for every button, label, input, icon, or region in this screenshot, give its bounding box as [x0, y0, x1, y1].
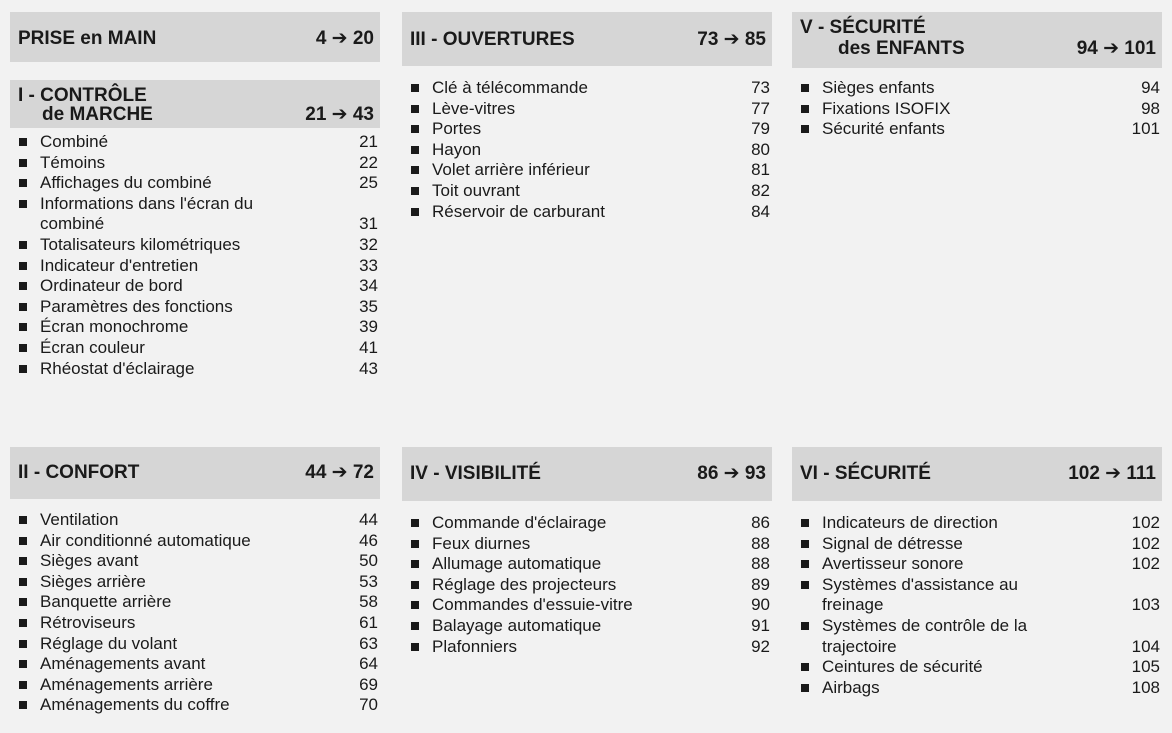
toc-item-page: 77 — [751, 98, 770, 118]
toc-item[interactable] — [10, 359, 380, 380]
toc-item-page: 92 — [751, 636, 770, 656]
toc-item-label: Aménagements avant — [40, 654, 206, 674]
bullet-icon — [411, 105, 419, 113]
toc-item-label: Écran monochrome — [40, 317, 189, 337]
toc-item-page: 88 — [751, 554, 770, 574]
toc-item[interactable] — [792, 119, 1162, 140]
bullet-icon — [801, 540, 809, 548]
toc-item[interactable] — [10, 675, 380, 696]
bullet-icon — [19, 598, 27, 606]
toc-item-label: Totalisateurs kilométriques — [40, 234, 241, 254]
bullet-icon — [19, 159, 27, 167]
toc-item-page: 63 — [359, 633, 378, 653]
toc-item[interactable] — [402, 575, 772, 596]
bullet-icon — [19, 681, 27, 689]
toc-item-page: 39 — [359, 317, 378, 337]
section-header-confort[interactable] — [10, 447, 380, 499]
toc-item-page: 46 — [359, 530, 378, 550]
toc-item-page: 90 — [751, 595, 770, 615]
toc-item-label: Témoins — [40, 152, 106, 172]
toc-item[interactable] — [402, 202, 772, 223]
toc-list-securite — [792, 513, 1162, 698]
toc-item-page: 105 — [1131, 657, 1160, 677]
toc-item-label: Allumage automatique — [432, 554, 602, 574]
toc-item-page: 108 — [1131, 677, 1160, 697]
bullet-icon — [411, 187, 419, 195]
section-page-range: 44 ➔ 72 — [305, 462, 374, 483]
toc-item-page: 25 — [359, 173, 378, 193]
bullet-icon — [411, 581, 419, 589]
toc-item-page: 101 — [1131, 119, 1160, 139]
section-header-visibilite[interactable] — [402, 447, 772, 501]
toc-item[interactable] — [10, 510, 380, 531]
toc-item-page: 86 — [751, 513, 770, 532]
toc-item-page: 88 — [751, 533, 770, 553]
toc-item-page: 73 — [751, 78, 770, 97]
section-title-line-1: I - CONTRÔLE — [18, 85, 147, 106]
section-header-securite-des-enfants[interactable] — [792, 12, 1162, 68]
toc-list-ouvertures — [402, 78, 772, 222]
bullet-icon — [411, 601, 419, 609]
toc-item[interactable] — [10, 153, 380, 174]
toc-item[interactable] — [10, 338, 380, 359]
bullet-icon — [19, 619, 27, 627]
bullet-icon — [19, 660, 27, 668]
toc-item[interactable] — [792, 616, 1162, 657]
toc-item-page: 82 — [751, 180, 770, 200]
toc-item-page: 22 — [359, 152, 378, 172]
toc-item-page: 31 — [359, 214, 378, 234]
bullet-icon — [19, 516, 27, 524]
toc-item[interactable] — [792, 657, 1162, 678]
toc-item-label: Sécurité enfants — [822, 119, 945, 139]
bullet-icon — [19, 241, 27, 249]
toc-item-page: 69 — [359, 674, 378, 694]
bullet-icon — [19, 701, 27, 709]
bullet-icon — [801, 560, 809, 568]
bullet-icon — [19, 323, 27, 331]
toc-item-label: Airbags — [822, 677, 880, 697]
section-page-range: 21 ➔ 43 — [305, 104, 374, 125]
bullet-icon — [19, 138, 27, 146]
section-title-line-1: V - SÉCURITÉ — [800, 17, 926, 38]
section-header-controle-de-marche[interactable] — [10, 80, 380, 128]
toc-item[interactable] — [402, 616, 772, 637]
bullet-icon — [19, 344, 27, 352]
section-title-line-2: des ENFANTS — [838, 38, 965, 59]
bullet-icon — [19, 640, 27, 648]
toc-item[interactable] — [402, 534, 772, 555]
toc-item-label: Affichages du combiné — [40, 173, 212, 193]
toc-item-page: 61 — [359, 612, 378, 632]
toc-item-label: Ordinateur de bord — [40, 276, 183, 296]
toc-item-page: 35 — [359, 296, 378, 316]
toc-item-label: Rhéostat d'éclairage — [40, 358, 195, 378]
toc-item-label: Sièges arrière — [40, 571, 146, 591]
toc-item-page: 34 — [359, 276, 378, 296]
bullet-icon — [801, 84, 809, 92]
bullet-icon — [801, 125, 809, 133]
toc-item-label: Commandes d'essuie-vitre — [432, 595, 633, 615]
toc-item-page: 33 — [359, 255, 378, 275]
bullet-icon — [19, 262, 27, 270]
bullet-icon — [411, 208, 419, 216]
toc-item-label: Indicateur d'entretien — [40, 255, 199, 275]
toc-list-securite-des-enfants — [792, 78, 1162, 140]
toc-item[interactable] — [792, 78, 1162, 99]
toc-item-label: Clé à télécommande — [432, 78, 588, 97]
toc-item-page: 50 — [359, 551, 378, 571]
bullet-icon — [19, 557, 27, 565]
bullet-icon — [411, 146, 419, 154]
section-title: VI - SÉCURITÉ — [800, 463, 931, 484]
bullet-icon — [19, 282, 27, 290]
toc-item[interactable] — [402, 181, 772, 202]
bullet-icon — [801, 581, 809, 589]
toc-item-page: 102 — [1131, 554, 1160, 574]
section-header-ouvertures[interactable] — [402, 12, 772, 66]
toc-item-label: Systèmes d'assistance au freinage — [822, 574, 1019, 615]
toc-item[interactable] — [10, 613, 380, 634]
toc-item-page: 53 — [359, 571, 378, 591]
toc-item-label: Sièges enfants — [822, 78, 935, 97]
toc-item[interactable] — [10, 551, 380, 572]
toc-item[interactable] — [10, 695, 380, 716]
toc-item-page: 80 — [751, 139, 770, 159]
bullet-icon — [19, 179, 27, 187]
toc-item[interactable] — [10, 173, 380, 194]
toc-item-page: 43 — [359, 358, 378, 378]
toc-item-label: Feux diurnes — [432, 533, 531, 553]
toc-item-label: Air conditionné automatique — [40, 530, 251, 550]
toc-item-label: Sièges avant — [40, 551, 139, 571]
toc-item-page: 91 — [751, 615, 770, 635]
bullet-icon — [19, 303, 27, 311]
toc-item-label: Combiné — [40, 132, 109, 151]
toc-item-label: Toit ouvrant — [432, 180, 520, 200]
bullet-icon — [801, 684, 809, 692]
toc-item-label: Aménagements du coffre — [40, 695, 230, 715]
toc-item-page: 81 — [751, 160, 770, 180]
toc-item-label: Informations dans l'écran du combiné — [40, 193, 254, 234]
section-title: PRISE en MAIN — [18, 28, 157, 49]
toc-item-label: Volet arrière inférieur — [432, 160, 590, 180]
toc-item-label: Lève-vitres — [432, 98, 516, 118]
toc-item-label: Écran couleur — [40, 337, 145, 357]
toc-item-label: Fixations ISOFIX — [822, 98, 951, 118]
toc-item[interactable] — [10, 572, 380, 593]
toc-item-label: Plafonniers — [432, 636, 518, 656]
section-page-range: 86 ➔ 93 — [697, 463, 766, 484]
toc-item[interactable] — [402, 99, 772, 120]
toc-item-label: Signal de détresse — [822, 533, 963, 553]
section-header-prise-en-main[interactable] — [10, 12, 380, 62]
section-header-securite[interactable] — [792, 447, 1162, 501]
section-page-range: 102 ➔ 111 — [1068, 463, 1156, 484]
toc-item-page: 104 — [1131, 636, 1160, 656]
section-title-line-2: de MARCHE — [42, 104, 153, 125]
toc-item[interactable] — [10, 634, 380, 655]
toc-item-page: 102 — [1131, 513, 1160, 532]
bullet-icon — [411, 643, 419, 651]
toc-item-page: 103 — [1131, 595, 1160, 615]
toc-item-label: Portes — [432, 119, 482, 139]
toc-item-label: Ceintures de sécurité — [822, 657, 983, 677]
toc-item-page: 89 — [751, 574, 770, 594]
section-title: II - CONFORT — [18, 462, 140, 483]
bullet-icon — [411, 540, 419, 548]
bullet-icon — [801, 519, 809, 527]
toc-item-label: Balayage automatique — [432, 615, 602, 635]
toc-item-page: 58 — [359, 592, 378, 612]
toc-item[interactable] — [792, 513, 1162, 534]
toc-item[interactable] — [10, 297, 380, 318]
toc-item-page: 44 — [359, 510, 378, 529]
toc-item[interactable] — [402, 513, 772, 534]
bullet-icon — [411, 84, 419, 92]
toc-item[interactable] — [10, 592, 380, 613]
toc-item-label: Hayon — [432, 139, 482, 159]
bullet-icon — [801, 622, 809, 630]
toc-item-page: 64 — [359, 654, 378, 674]
toc-item[interactable] — [10, 235, 380, 256]
toc-item-label: Réglage des projecteurs — [432, 574, 617, 594]
toc-item[interactable] — [792, 678, 1162, 699]
section-page-range: 94 ➔ 101 — [1076, 38, 1156, 59]
toc-item-label: Rétroviseurs — [40, 612, 136, 632]
section-page-range: 73 ➔ 85 — [697, 29, 766, 50]
toc-item-label: Ventilation — [40, 510, 119, 529]
toc-item-page: 102 — [1131, 533, 1160, 553]
toc-item[interactable] — [402, 160, 772, 181]
toc-item-page: 70 — [359, 695, 378, 715]
toc-list-visibilite — [402, 513, 772, 657]
toc-item-label: Commande d'éclairage — [432, 513, 607, 532]
toc-item[interactable] — [402, 78, 772, 99]
toc-item-label: Systèmes de contrôle de la trajectoire — [822, 615, 1028, 656]
section-page-range: 4 ➔ 20 — [315, 28, 374, 49]
toc-item-page: 41 — [359, 337, 378, 357]
toc-item-label: Réservoir de carburant — [432, 201, 605, 221]
toc-item[interactable] — [402, 595, 772, 616]
toc-item[interactable] — [10, 654, 380, 675]
bullet-icon — [19, 365, 27, 373]
toc-item[interactable] — [792, 534, 1162, 555]
bullet-icon — [411, 560, 419, 568]
toc-item-label: Aménagements arrière — [40, 674, 213, 694]
toc-item-page: 21 — [359, 132, 378, 151]
bullet-icon — [411, 519, 419, 527]
toc-list-controle-de-marche — [10, 132, 380, 379]
toc-item-page: 94 — [1141, 78, 1160, 97]
toc-item[interactable] — [792, 99, 1162, 120]
toc-item[interactable] — [10, 194, 380, 235]
bullet-icon — [19, 578, 27, 586]
toc-item[interactable] — [10, 132, 380, 153]
bullet-icon — [801, 663, 809, 671]
toc-item-page: 98 — [1141, 98, 1160, 118]
section-title: III - OUVERTURES — [410, 29, 575, 50]
bullet-icon — [411, 622, 419, 630]
section-title: IV - VISIBILITÉ — [410, 463, 541, 484]
toc-item[interactable] — [402, 119, 772, 140]
toc-item-label: Banquette arrière — [40, 592, 172, 612]
bullet-icon — [801, 105, 809, 113]
toc-item-page: 32 — [359, 234, 378, 254]
toc-item[interactable] — [792, 575, 1162, 616]
toc-item-page: 84 — [751, 201, 770, 221]
bullet-icon — [19, 200, 27, 208]
toc-item[interactable] — [10, 531, 380, 552]
toc-list-confort — [10, 510, 380, 716]
toc-item-page: 79 — [751, 119, 770, 139]
toc-item-label: Paramètres des fonctions — [40, 296, 233, 316]
toc-item-label: Réglage du volant — [40, 633, 178, 653]
toc-item[interactable] — [402, 637, 772, 658]
toc-item[interactable] — [402, 554, 772, 575]
bullet-icon — [19, 537, 27, 545]
toc-item-label: Indicateurs de direction — [822, 513, 998, 532]
toc-item[interactable] — [10, 317, 380, 338]
toc-item[interactable] — [10, 276, 380, 297]
toc-item[interactable] — [10, 256, 380, 277]
toc-item-label: Avertisseur sonore — [822, 554, 964, 574]
bullet-icon — [411, 166, 419, 174]
toc-item[interactable] — [792, 554, 1162, 575]
bullet-icon — [411, 125, 419, 133]
toc-item[interactable] — [402, 140, 772, 161]
